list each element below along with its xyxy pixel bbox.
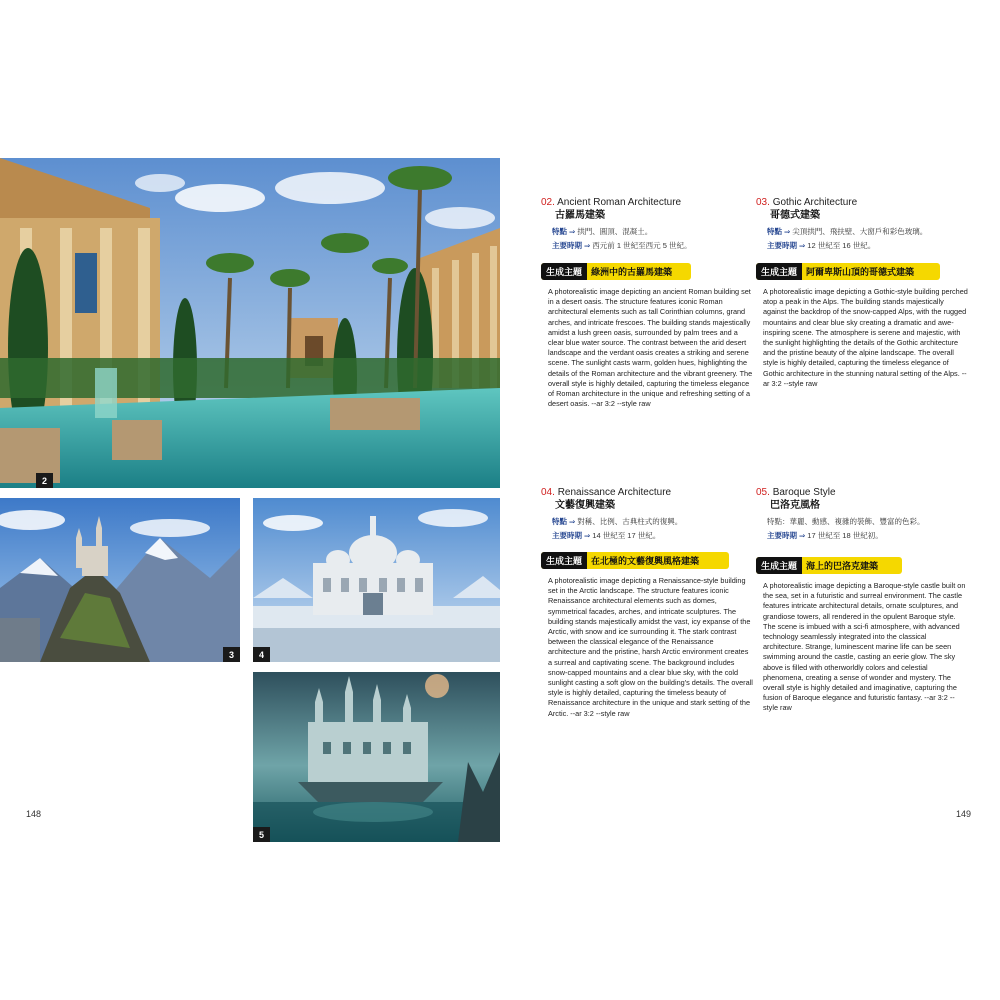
section-title-zh: 古羅馬建築 [555,210,605,221]
arctic-renaissance-illustration [253,498,500,662]
feature-label: 特點 [767,227,782,236]
arrow-icon: ⇒ [569,517,576,526]
feature-text: 尖頂拱門、飛扶壁、大窗戶和彩色玻璃。 [792,227,928,236]
period-line [552,239,756,253]
photo-number-badge: 5 [253,827,270,842]
feature-line: 特點：華麗、動感、複雜的裝飾、豐富的色彩。 [767,517,925,526]
period-label: 主要時期 [767,531,797,540]
theme-bar [756,263,940,280]
section-heading [756,486,971,499]
roman-oasis-illustration [0,158,500,488]
page-number-left: 148 [26,809,42,819]
arrow-icon: ⇒ [799,531,806,540]
section-title-zh: 哥德式建築 [770,210,820,221]
feature-label: 特點 [552,517,567,526]
theme-title: 海上的巴洛克建築 [806,561,879,571]
photo-arctic-renaissance [253,498,500,662]
baroque-sea-illustration [253,672,500,842]
section-number: 03. [756,197,770,208]
prompt-text: A photorealistic image depicting a Gothic-style building perched atop a peak in the Alps. The building stands majestically against the backdrop of the snow-capped Alps, with the rugged mountains and clear blue sky creating a dramatic and awe-inspiring scene. The atmosphere is serene and majestic, with the sunlight highlighting the details of the Gothic architecture and the pristine beauty of the alpine landscape. The overall style is highly detailed, capturing the timeless elegance of Gothic architecture in the stunning natural setting of the Alps. --ar 3:2 --style raw [763,287,968,388]
theme-bar [541,552,729,569]
feature-text: 拱門、圓頂、混凝土。 [577,227,653,236]
section-title-zh: 巴洛克風格 [770,500,820,511]
theme-bar [756,557,902,574]
period-label: 主要時期 [552,531,582,540]
theme-title: 在北極的文藝復興風格建築 [591,556,700,566]
feature-label: 特點 [552,227,567,236]
section-title: Gothic Architecture [772,197,858,208]
feature-line [552,515,756,529]
theme-tag: 生成主題 [756,263,802,280]
section-title: Baroque Style [772,487,836,498]
section-number: 04. [541,487,555,498]
page-number-right: 149 [956,809,972,819]
prompt-text: A photorealistic image depicting a Baroque-style castle built on the sea, set in a futuristic and surreal environment. The castle features intricate architectural details, ornate sculptures, and grandiose towers, all rendered in the opulent Baroque style. The scene is imbued with a sci-fi atmosphere, with advanced technology seamlessly integrated into the classical architecture. Strange, luminescent marine life can be seen swimming around the castle, casting an eerie glow. The sky above is filled with otherworldly colors and celestial phenomena, creating a sense of wonder and mystery. The overall style is highly detailed and imaginative, capturing the fusion of Baroque elegance and futuristic fantasy. --ar 3:2 --style raw [763,581,966,713]
feature-text: 對稱、比例、古典柱式的復興。 [577,517,683,526]
theme-bar [541,263,691,280]
theme-title: 阿爾卑斯山頂的哥德式建築 [806,267,915,277]
period-line [767,239,971,253]
theme-tag: 生成主題 [541,552,587,569]
section-number: 02. [541,197,555,208]
arrow-icon: ⇒ [569,227,576,236]
photo-alps-gothic [0,498,240,662]
section-number: 05. [756,487,770,498]
arrow-icon: ⇒ [584,241,591,250]
period-label: 主要時期 [552,241,582,250]
prompt-text: A photorealistic image depicting a Renaissance-style building set in the Arctic landscape. The structure features iconic Renaissance architectural elements such as domes, symmetrical facades, arches, and intricate sculptures. The building stands majestically amidst the vast, icy expanse of the Arctic, with snow and ice surrounding it. The stark contrast between the classical elegance of the Renaissance architecture and the pristine, harsh Arctic environment creates a surreal and captivating scene. The background includes snow-capped mountains and a clear blue sky, with the cold sunlight casting a soft glow on the building's details. The overall style is highly detailed, capturing the timeless beauty of Renaissance architecture in the unique and stark setting of the Arctic. --ar 3:2 --style raw [548,576,753,718]
prompt-text: A photorealistic image depicting an ancient Roman building set in a desert oasis. The structure features iconic Roman architectural elements such as tall Corinthian columns, grand arches, and intricate frescoes. The building stands majestically amidst a lush green oasis, surrounded by palm trees and a clear blue water source. The contrast between the arid desert landscape and the verdant oasis creates a striking and serene scene. The sunlight casts warm, golden hues, highlighting the details of the Roman architecture and the vibrant greenery. The overall style is highly detailed, capturing the timeless elegance of Roman architecture in the unique and refreshing setting of a desert oasis. --ar 3:2 --style raw [548,287,753,409]
alps-gothic-illustration [0,498,240,662]
section-renaissance [541,486,756,736]
section-heading [541,196,756,209]
section-title: Renaissance Architecture [557,487,672,498]
period-text: 17 世紀至 18 世紀初。 [807,531,883,540]
period-line [767,529,971,543]
period-text: 14 世紀至 17 世紀。 [592,531,661,540]
section-gothic [756,196,971,436]
period-text: 12 世紀至 16 世紀。 [807,241,876,250]
section-heading [756,196,971,209]
section-baroque [756,486,971,736]
photo-number-badge: 3 [223,647,240,662]
theme-tag: 生成主題 [541,263,587,280]
arrow-icon: ⇒ [584,531,591,540]
photo-baroque-sea [253,672,500,842]
photo-number-badge: 4 [253,647,270,662]
feature-line [767,225,971,239]
theme-title: 綠洲中的古羅馬建築 [591,267,673,277]
period-label: 主要時期 [767,241,797,250]
arrow-icon: ⇒ [784,227,791,236]
photo-number-badge: 2 [36,473,53,488]
section-roman [541,196,756,436]
section-title-zh: 文藝復興建築 [555,500,615,511]
period-line [552,529,756,543]
photo-roman-oasis [0,158,500,488]
arrow-icon: ⇒ [799,241,806,250]
section-title: Ancient Roman Architecture [557,197,682,208]
section-heading [541,486,756,499]
feature-line [552,225,756,239]
theme-tag: 生成主題 [756,557,802,574]
period-text: 西元前 1 世紀至西元 5 世紀。 [592,241,692,250]
